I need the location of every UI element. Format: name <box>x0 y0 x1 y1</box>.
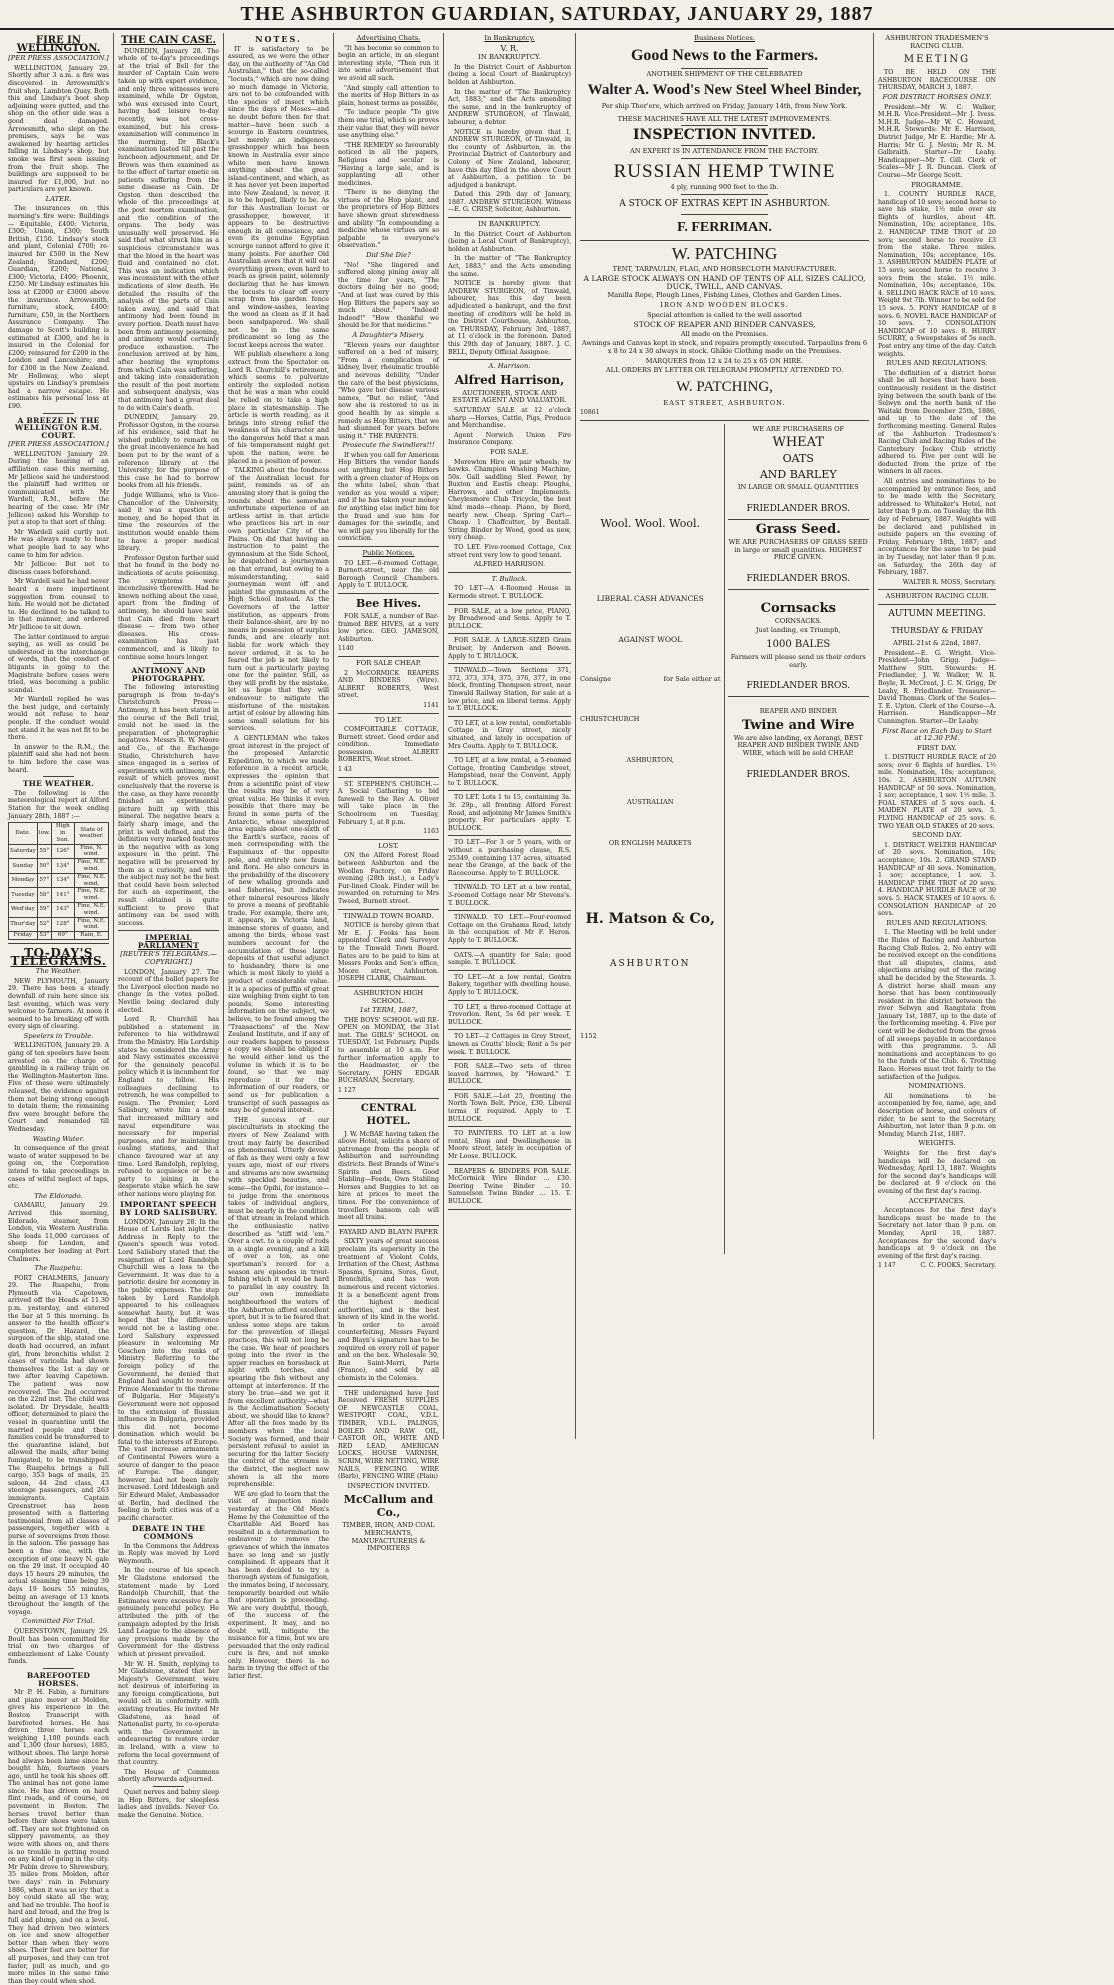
ad-text: "And simply call attention to the merits of Hop Bitters in as plain, honest terms as possible, <box>338 84 439 107</box>
cell: 143° <box>51 902 74 917</box>
article-text: LONDON, January 28. In the House of Lords last night the Address in Reply to the Queen's speech was voted. Lord Salisbury stated that the resignation of Lord Randolph Churchill was a loss to the Government. It was due to a patriotic desire for economy in the public expenses. The step taken by Lord Randolph appeared to his colleagues somewhat hasty, but it was hoped that the difference would not be a lasting one. Lord Salisbury expressed pleasure in welcoming Mr Goschen into the ranks of Ministry. Referring to the foreign policy of the Government, he denied that England had sought to restore Prince Alexander to the throne of Bulgaria. Her Majesty's Government were not opposed to the extension of Russian influence in Bulgaria, provided this did not become domination which would be fatal to the interests of Europe. The vast increase armaments of Continental Powers were a source of danger to the peace of Europe. The danger, however, had not been lately increased. Lord Iddesleigh and Sir Edward Malet, Ambassador at Berlin, had declined the feeling in both cities was of a pacific character. <box>118 1218 219 1522</box>
ad-text: 1. DISTRICT HURDLE RACE of 20 sovs; over 6 flights of hurdles. 1½ mile. Nomination, 10s; acceptance, 10s. 2. ASHBURTON AUTUMN HANDICAP of 50 sovs. Nomination, 1 sov; acceptance, 1 sov. 1½ mile. 3. FOAL STAKES of 5 sovs each. 4. MAIDEN PLATE of 20 sovs. 5. FLYING HANDICAP of 25 sovs. 6. TWO YEAR OLD STAKES of 20 sovs. <box>878 754 996 830</box>
cell: 50° <box>37 859 51 874</box>
weather-col-header: High in Sun. <box>51 823 74 844</box>
ad-heading: FRIEDLANDER BROS. <box>746 504 851 515</box>
ad-heading: FRIEDLANDER BROS. <box>746 573 851 584</box>
ad-sign: WALTER R. MOSS, Secretary. <box>902 578 996 586</box>
article-sub: [PER PRESS ASSOCIATION.] <box>8 54 109 63</box>
article-text: The following interesting paragraph is from to-day's Christchurch Press:— Antimony, it has been stated in the course of the Bell trial, could not be used in the preparation of photographic negatives. Messrs R. W. Moore and Co., of the Exchange Studio, Christchurch have since engaged in a series of experiments with antimony, the result of which proves most conclusively that the reverse is the case, as they have recently finished an experimental picture built up with this mineral. The negative bears a fairly sharp image, and the print is well defined, and the definition very marked features in the negative with as long exposure in the print. The negative will be preserved by them as a curiosity, and with the subject may not be the best that could have been selected for such an experiment, the result obtained is quite sufficient to prove that antimony can be used with success. <box>118 684 219 927</box>
friedlander-block <box>580 424 869 1254</box>
ad-text: Morewton Hire on pair wheels; tw hawks. Champion Washing Machine, 50s. Gall saddling Sled Fewer, by Buxton and Eastis cheap. Ploughs, Harrows, and other Implements. Cheylesmore Club Tricycle, the best kind made—cheap. Piano, by Bord, nearly new. Cheap. Spring Cart—Cheap. 1 Chaffcutter, by Bentall. String Binder by Wood, good as new, very cheap. <box>448 458 571 542</box>
ad-heading: W. PATCHING <box>671 243 778 263</box>
classified-ad: TO LET, at a low rental, a 5-roomed Cottage, fronting Cambridge street, Hampstead, near the Convent. Apply to T. BULLOCK. <box>448 757 571 787</box>
article-text: Mr Wardell replied he was the best judge, and certainly would not refuse to hear people. If the conduct would not stand it he was not fit to be there. <box>8 696 109 742</box>
classified-ad: TO LET—For 3 or 5 years, with or without a purchasing clause, R.S. 25349, containing 137 acres, situated near the Grange, at the back of the Racecourse. Apply to T. BULLOCK. <box>448 839 571 877</box>
ad-text: The definition of a district horse shall be all horses that have been continuously resident in the district lying between the south bank of the Selwyn and the north bank of the Waitaki from December 25th, 1886, and up to the date of the forthcoming meeting. General Rules of the Ashburton Tradesmen's Racing Club and Racing Rules of the Canterbury Jockey Club strictly adhered to. Five per cent will be deducted from the prize of the winners in all races. <box>878 369 996 476</box>
classified-ad: TINWALD.—Town Sections 371, 372, 373, 374, 375, 376, 377, in one block, fronting Thompson street, near Tinwald Railway Station, for sale at a low price, and on liberal terms. Apply to T. BULLOCK. <box>448 667 571 713</box>
cell: Rain, E. <box>74 932 108 940</box>
classified-ad: TO LET, a three-roomed Cottage at Trevorlon. Rent, 5s 6d per week. T. BULLOCK. <box>448 1003 571 1026</box>
ad-text: TO LET.—6-roomed Cottage, Burnett-street, near the old Borough Council Chambers. Apply to T. BULLOCK. <box>338 559 439 590</box>
cell: 59° <box>37 902 51 917</box>
ad-heading: FOR SALE. <box>490 447 529 456</box>
article-text: Mr P. H. Fabin, a furniture and piano mover at Molden, gives his experience in the Boston Transcript with barefooted horses. He has driven three horses each weighing 1,100 pounds each and 1,300 (four horses), 1885, without shoes. The large horse had always been lame since he bought him, fourteen years ago, until he took his shoes off. The animal has not gone lame since. He has driven on hard flint roads, and of course, on pavement in Boston. The horses travel better than before their shoes were taken off. They are not frightened on slippery pavements, as they were with shoes on, and there is no trouble in getting round on any kind of going in the city. Mr Fabin drove to Shrewsbury, 35 miles from Molden, after two days' rain in February 1886, when it was so icy that a boy could skate all the way, and had no trouble. The hoof is hard and broad, and the frog is full and plump, and on a level. They had driven two winters on ice and snow altogether better than when they wore shoes. Their feet are better for all purposes, and they can trot faster, pull as much, and go more miles in the same time than they could when shod. <box>8 1689 109 1985</box>
weather-col-header: low. <box>37 823 51 844</box>
ad-sub: LIBERAL CASH ADVANCES <box>596 593 704 603</box>
column-7 <box>874 33 1000 1439</box>
article-text: Mr Wardell said he had never heard a more impertinent suggestion from counsel to him. He would not be dictated to. He declined to be talked to in that manner, and ordered Mr Jellicoe to sit down. <box>8 578 109 631</box>
bullock-ad-list <box>448 585 571 1209</box>
ad-text: All entries and nominations to be accompanied by entrance fees, and to be made with the Secretary, addressed to Whitaker's Hotel, not later than 9 p.m. on Tuesday, the 8th day of February, 1887. Weights will be declared and published in outside papers on the evening of Friday, February 18th, 1887; and acceptances for the same to be paid in by Tuesday, not later than 9 p.m. on Saturday, the 26th day of February, 1887. <box>878 478 996 577</box>
ad-number: 1 43 <box>338 766 352 774</box>
article-heading: IMPORTANT SPEECH BY LORD SALISBURY. <box>119 1200 218 1218</box>
article-sub: [PER PRESS ASSOCIATION.] <box>8 440 109 449</box>
ad-sub: AUSTRALIAN <box>627 797 674 806</box>
article-text: The House of Commons shortly afterwards adjourned. <box>118 1768 219 1784</box>
ad-text: In the matter of "The Bankruptcy Act, 1883," and the Acts amending the same, and in the bankruptcy of ANDREW STURGEON, of Tinwald, labourer, a debtor. <box>448 88 571 126</box>
ad-sub: ANOTHER SHIPMENT OF THE CELEBRATED <box>646 69 803 78</box>
ad-text: 2 McCORMICK REAPERS AND BINDERS (Wire). ALBERT ROBERTS, West street. <box>338 669 439 700</box>
classified-ad: REAPERS & BINDERS FOR SALE. McCormick Wire Binder ... £30. Deering Twine Binder ... 10. Samuelson Twine Binder ... 15. T. BULLOCK. <box>448 1167 571 1205</box>
ad-heading: FRIEDLANDER BROS. <box>746 769 851 780</box>
ad-heading: Cornsacks <box>760 600 836 616</box>
ad-text: "No! "She lingered and suffered along pining away all the time for years, "The doctors doing her no good; "And at last was cured by this Hop Bitters the papers say so much about." "Indeed! Indeed!" "How thankful we should be for that medicine." <box>338 261 439 330</box>
classified-ad: TINWALD. TO LET.—Four-roomed Cottage on the Grahams Road, lately in the occupation of Mr F. Heron. Apply to T. BULLOCK. <box>448 914 571 944</box>
cell: 134° <box>51 859 74 874</box>
cell: 55° <box>37 844 51 859</box>
ad-sub: ASHBURTON <box>609 959 691 970</box>
article-text: In the Commons the Address in Reply was moved by Lord Weymouth. <box>118 1542 219 1565</box>
friedlander-left <box>580 424 725 1254</box>
classified-ad: OATS.—A quantity for Sale; good sample. T. BULLOCK. <box>448 951 571 967</box>
ad-heading: LOST. <box>378 841 399 850</box>
article-heading: NOTES. <box>255 34 302 44</box>
ad-text: THE undersigned have Just Received FRESH SUPPLIES OF NEWCASTLE COAL, WESTPORT COAL, V.D.L. TIMBER, V.D.L. PALINGS, BOILED AND RAW OIL, CASTOR OIL, WHITE AND RED LEAD, AMERICAN LOCKS, HOUSE VARNISH, SCRIM, WIRE NETTING, WIRE NAILS, FENCING WIRE (Barb), FENCING WIRE (Plain) <box>338 1389 439 1481</box>
ad-label: T. Bullock. <box>491 574 528 583</box>
cell: Fine, N.E. wind. <box>74 888 108 903</box>
ad-text: ST. STEPHEN'S CHURCH.—A Social Gathering to bid farewell to the Rev A. Oliver will take place in the Schoolroom on Tuesday, February 1, at 8 p.m. <box>338 780 439 826</box>
ad-sub: CORNSACKS. <box>774 616 822 625</box>
ad-sub: TENT, TARPAULIN, FLAG, AND HORSECLOTH MANUFACTURER. <box>612 264 837 273</box>
ad-heading: IN BANKRUPTCY. <box>478 220 541 229</box>
ad-sub: IRON AND WOODEN BLOCKS. <box>660 300 789 309</box>
article-text: Mr W. H. Smith, replying to Mr Gladstone, stated that her Majesty's Government were not desirous of interfering in any foreign complications, but would act in conformity with existing treaties. He invited Mr Gladstone, as head of Nationalist party, to co-operate with the Government in endeavouring to restore order in Ireland, with a view to reform the local government of that country. <box>118 1660 219 1767</box>
ad-text: 1. COUNTY HURDLE RACE, handicap of 10 sovs; second horse to save his stake, 1½ mile over six flights of hurdles, about 4ft. Nomination, 10s; acceptance, 10s. 2. HANDICAP TIME TROT of 20 sovs; second horse to receive £3 from the stake. Three miles. Nomination, 10s; acceptance, 10s. 3. ASHBURTON MAIDEN PLATE of 15 sovs; second horse to receive 3 sovs from the stake. 1½ mile. Nomination, 10s; acceptance, 10s. 4. SELLING HACK RACE of 10 sovs. Weight 9st 7lb. Winner to be sold for 15 sovs. 5. PONY HANDICAP of 8 sovs. 6. NOVEL RACE HANDICAP of 10 sovs. 7. CONSOLATION HANDICAP of 10 sovs. 8. HURRY SCURRY, a Sweepstakes of 5s each. Post entry any time of the day. Catch weights. <box>878 191 996 358</box>
ad-heading: A STOCK OF EXTRAS KEPT IN ASHBURTON. <box>619 198 830 209</box>
ad-heading: H. Matson & Co, <box>585 911 715 928</box>
ad-heading: THURSDAY & FRIDAY <box>891 625 983 635</box>
ad-number: 1140 <box>338 645 354 653</box>
ad-text: NOTICE is hereby given that ANDREW STURGEON, of Tinwald, labourer, has this day been adjudicated a bankrupt, and the first meeting of creditors will be held in the District Courthouse, Ashburton, on THURSDAY, February 3rd, 1887, at 11 o'clock in the forenoon. Dated this 29th day of January, 1887. J. C. BELL, Deputy Official Assignee. <box>448 280 571 356</box>
cell: 52° <box>37 917 51 932</box>
cell: 58° <box>37 888 51 903</box>
ad-sub: First Race on Each Day to Start at 12.30 P.M. <box>882 726 992 743</box>
ad-text: In the District Court of Ashburton (being a local Court of Bankruptcy) holden at Ashburton. <box>448 63 571 86</box>
article-heading: THE WEATHER. <box>22 779 95 789</box>
cell: Fine, N.E. wind. <box>74 917 108 932</box>
ad-text: SIXTY years of great success proclaim its superiority in the treatment of Violent Colds, Irritation of the Chest, Asthma Spasms, Sprains, Sores, Gout, Bronchitis, and has won numerous and recent victories. It is a beneficent agent from the highest medical authorities, and is the best known of its kind in the world. In order to avoid counterfeiting, Messrs Fayard and Blayn's signature has to be required on every roll of paper and on the box. Wholesale 30, Rue Saint-Merri, Paris (France), and sold by all chemists in the Colonies. <box>338 1238 439 1383</box>
ad-sub: REAPER AND BINDER <box>759 707 837 716</box>
ad-sub: CHRISTCHURCH <box>580 714 640 723</box>
ad-sub: 1st TERM, 1887, <box>359 1006 418 1015</box>
ad-sub: FIRST DAY. <box>917 743 957 752</box>
section-heading: Business Notices. <box>694 34 755 42</box>
ad-text: 1. The Meeting will be held under the Rules of Racing and Ashburton Racing Club Rules. 2. No entry will be received except on the conditions that all disputes, claims, and objections arising out of the racing shall be decided by the Stewards. 3. A district horse shall mean any horse that has been continuously resident in the district between the river Selwyn and Rangitata from January 1st, 1887, up to the date of the forthcoming meeting. 4. Five per cent will be deducted from the gross of all sweeps payable in accordance with this programme. 5. All nominations and acceptances to go to the funds of the Club. 6. Trotting Race. Horses must trot fairly to the satisfaction of the Judges. <box>878 929 996 1081</box>
ad-heading: Good News to the Farmers. <box>630 46 819 64</box>
consign-line <box>580 676 721 684</box>
ad-number: 1163 <box>423 828 439 836</box>
ad-sub: We are also landing, ex Aorangi, BEST REAPER AND BINDER TWINE AND WIRE, which will be sold CHEAP. <box>733 733 863 757</box>
ad-text: FOR SALE, a number of Bar-framed BEE HIVES, at a very low price. GEO. JAMESON, Ashburton. <box>338 612 439 643</box>
section-heading: Public Notices. <box>362 549 415 557</box>
article-text: WELLINGTON, January 29. Shortly after 3 a.m. a fire was discovered in Arrowsmith's fruit shop, Lambton Quay. Both this and Lindsay's boot shop adjoining were gutted, and the shop on the other side was a good deal damaged. Arrowsmith, who slept on the premises, says he was awakened by hearing articles falling in Lindsay's shop, but smoke was first seen issuing from the fruit shop. The buildings are supposed to be insured for £1,800, but no particulars are yet known. <box>8 64 109 194</box>
ad-heading: FOR SALE CHEAP. <box>355 658 422 667</box>
ad-sub: WEIGHTS. <box>918 1139 956 1148</box>
cell: Fine, N.E. wind. <box>74 873 108 888</box>
ad-sub: Just landing, ex Triumph, <box>755 626 841 635</box>
article-text: WELLINGTON, January 29. A gang of ten speelers have been arrested on the charge of gambling in a railway train on the Wellington-Masterton line. Five of these were ultimately released, the evidence against them not being strong enough to detain them; the remaining five were brought before the Court and remanded till Wednesday. <box>8 1042 109 1133</box>
ad-sub: AGAINST WOOL <box>618 635 683 645</box>
ad-text: If when you call for American Hop Bitters the vendor hands out anything but Hop Bitters with a green cluster of Hops on the white label, shun that vendor as you would a viper; and if he has taken your money for anything else indict him for the fraud and sue him for damages for the swindle, and we will pay you liberally for the conviction. <box>338 451 439 543</box>
ad-sub: STOCK OF REAPER AND BINDER CANVASES, <box>633 320 816 330</box>
article-text: WELLINGTON January 29. During the hearing of an affiliation case this morning, Mr Jellicoe said he understood the plaintiff had written or communicated with Mr Wardell, R.M., before the hearing of the case. Mr (Mr Jellicoe) asked his Worship to put a stop to that sort of thing. <box>8 450 109 527</box>
ad-number: 10861 <box>580 409 600 417</box>
article-text: A GENTLEMAN who takes great interest in the project of the proposed Antarctic Expedition, to which we made reference in a recent article, expresses the opinion that from a scientific point of view the results may be of very great value. He thinks it even possible that there may be found in some parts of the Antarctic, whose unexplored area equals about one-sixth of the Earth's surface, races of men corresponding with the Esquimaux of the opposite pole, and entirely new fauna and flora. He also concurs in the probability of the discovery of new whaling grounds and seal fisheries, but indicates other mineral resources likely to prove a means of profitable trade. For example, there are, it appears, in Victoria land, immense stores of guano, and among the birds, whose vast numbers account for the accumulation of these large deposits of that useful adjunct to husbandry, there is one which is most likely to yield a product of considerable value. It is a species of puffin of great size weighing from eight to ten pounds. Some interesting information on the subject, we believe, to be found among the "Transactions" of the New Zealand Institute, and if any of our readers happen to possess a copy we should be obliged if he would either lend us the volume in which it is to be found, so that we may reproduce it for the information of our readers, or send us for publication a transcript of such passages as may be of general interest. <box>228 735 329 1115</box>
ad-text: President—Mr W. C. Walker, M.H.R. Vice-President—Mr J. Ivess. M.H.R. Judge—Mr W. C. Howard, M.H.R. Stewards: Mr E. Harrison, District Judge, Mr E. Hardie; Mr A. Harris; Mr G. J. Nevin; Mr R. M. Galbraith. Starter—Dr Leahy. Handicapper—Mr T. Gill. Clerk of Scales—Mr J. R. Duncan. Clerk of Course—Mr George Scott. <box>878 103 996 179</box>
newspaper-page <box>4 33 1110 1985</box>
ad-sub: ALL ORDERS BY LETTER OR TELEGRAM PROMPTLY ATTENDED TO. <box>605 366 844 375</box>
royal-arms-icon: V. R. <box>500 43 519 53</box>
ad-heading: MEETING <box>903 54 971 66</box>
ad-heading: ASHBURTON HIGH SCHOOL. <box>353 988 424 1005</box>
ad-text: "Eleven years our daughter suffered on a bed of misery, "From a complication of kidney, liver, rheumatic trouble and nervous debility, "Under the care of the best physicians, "Who gave her disease various names, "But no relief, "And now she is restored to us in good health by as simple a remedy as Hop Bitters, that we had shunned for years before using it." THE PARENTS. <box>338 341 439 440</box>
article-text: In consequence of the great waste of water supposed to be going on, the Corporation intend to take proceedings in cases of wilful neglect of taps, etc. <box>8 1145 109 1191</box>
ad-heading: INSPECTION INVITED. <box>633 127 816 144</box>
ad-sub: IN LARGE OR SMALL QUANTITIES <box>737 483 859 492</box>
ad-text: THE BOYS' SCHOOL will RE-OPEN on MONDAY, the 31st inst. The GIRLS' SCHOOL on TUESDAY, 1st February. Pupils to assemble at 10 a.m. For further information apply to the Headmaster, or the Secretary. JOHN EDGAR BUCHANAN, Secretary. <box>338 1016 439 1085</box>
ad-text: In the matter of "The Bankruptcy Act, 1883," and the Acts amending the same. <box>448 255 571 278</box>
article-text: PORT CHALMERS, January 29. The Ruapehu, from Plymouth via Capetown, arrived off the Heads at 11.30 p.m. yesterday, and entered the bar at 5 this morning. In answer to the health officer's question, Dr Hazard, the surgeon of the ship, stated one death had occurred, an infant girl, from bronchitis whilst 2 cases of varicella had shown themselves the 1st a day or two after leaving Capetown. The patient was now recovered. The 2nd occurred on the 22nd inst. The child was isolated. Dr Drysdale, health officer, determined to place the vessel in quarantine until the married people and their families could be transferred to the quarantine island, but allowed the mails, after being fumigated, to be transhipped. The Ruapehu brings a full cargo, 353 bags of mails, 25 saloon, 44 2nd class, 43 steerage passengers, and 263 immigrants. Captain Greenstreet has been presented with a flattering testimonial from all classes of passengers, together with a purse of sovereigns from those in the saloon. The passage has been a fine one, with the exception of one heavy N. gale on the 29 inst. It occupied 40 days 15 hours 29 minutes, the actual steaming time being 39 days 19 hours 55 minutes, being an average of 13 knots throughout the length of the voyage. <box>8 1274 109 1616</box>
article-text: The latter continued to argue saying, as well as could be understood in the interchange of words, that the conduct of litigants in going to the Magistrate before cases were tried, was becoming a public scandal. <box>8 633 109 694</box>
ad-sub: INSPECTION INVITED. <box>347 1481 430 1490</box>
ad-heading: AUTUMN MEETING. <box>888 608 986 619</box>
cell: Fine, N.E. wind. <box>74 902 108 917</box>
column-3 <box>224 33 334 1681</box>
cell: 134° <box>51 873 74 888</box>
ad-text: Weights for the first day's handicaps will be declared on Wednesday, April 13, 1887. Weights for the second day's handicaps will be declared at 9 o'clock on the evening of the first day's racing. <box>878 1149 996 1195</box>
ad-sign: ALFRED HARRISON. <box>473 560 546 569</box>
ad-text: President—E. G. Wright. Vice-President—John Grigg. Judge—Matthew Stitt. Stewards: H. Friedlander, J. W. Walker, W. R. Boyle, R. McCreat, J. C. N. Grigg, Dr Leahy, R. Friedlander. Treasurer—David Thomas. Clerk of the Scales—T. E. Upton. Clerk of the Course—A. Harrison. Handicapper—Mr Cunnington. Starter—Dr Leahy. <box>878 649 996 725</box>
column-5 <box>444 33 576 1439</box>
weather-table <box>8 822 109 940</box>
classified-ad: TO LET—2 Cottages in Grey Street, known as Coutts' block; Rent a 5s per week. T. BULLOCK. <box>448 1033 571 1056</box>
ad-heading: FRIEDLANDER BROS. <box>746 681 851 692</box>
article-sub: The Weather. <box>35 967 82 976</box>
ad-sub: MARQUEES from 12 x 24 to 25 x 65 ON HIRE. <box>645 356 804 365</box>
ad-heading: Alfred Harrison, <box>454 372 565 387</box>
sign-line <box>878 1262 996 1270</box>
ad-sub: NOMINATIONS. <box>908 1082 966 1091</box>
ad-sub: WE ARE PURCHASERS OF GRASS SEED in large or small quantities. HIGHEST PRICE GIVEN. <box>728 538 868 562</box>
ad-heading: IN BANKRUPTCY. <box>478 53 541 62</box>
ad-heading: Wool. Wool. Wool. <box>600 516 700 530</box>
article-heading: DEBATE IN THE COMMONS <box>131 1524 206 1541</box>
ad-heading: RUSSIAN HEMP TWINE <box>613 160 836 182</box>
article-text: The following is the meteorological report at Alford Station for the week ending January 28th, 1887 :— <box>8 789 109 820</box>
ad-text: NOTICE is hereby given that I, ANDREW STURGEON, of Tinwald, in the county of Ashburton, in the Provincial District of Canterbury and Colony of New Zealand, labourer, have this day filed in the above Court at Ashburton, a petition to be adjudged a bankrupt. <box>448 128 571 189</box>
article-sub: LATER. <box>45 194 72 203</box>
friedlander-right <box>725 424 870 1254</box>
ad-text: "It has become so common to begin an article, in an elegant interesting style, "Then run it into some advertisement that we avoid all such. <box>338 44 439 82</box>
ad-text: "To induce people "To give them one trial, which so proves their value that they will never use anything else." <box>338 109 439 140</box>
ad-sub: Farmers will please send us their orders early. <box>730 653 866 669</box>
ad-sub: ACCEPTANCES. <box>908 1196 966 1205</box>
ad-heading: FAYARD AND BLAYN PAPER <box>338 1227 439 1236</box>
ad-text: for Sale either at <box>663 675 721 684</box>
ad-sub: APRIL 21st & 22nd, 1887. <box>893 638 981 647</box>
ad-sub: PROGRAMME. <box>911 180 963 189</box>
ad-heading: Bee Hives. <box>355 596 422 610</box>
article-text: OAMARU, January 29. Arrived this morning, Eldorado, steamer, from London, via Western Australia. She loads 11,000 carcases of sheep for London, and completes her loading at Port Chalmers. <box>8 1202 109 1263</box>
ad-heading: WHEAT <box>772 435 825 451</box>
article-text: NEW PLYMOUTH, January 29. There has been a steady downfall of rain here since six last evening, which was very welcome to farmers. At noon it seemed to be breaking off with every sign of clearing. <box>8 977 109 1031</box>
ad-text: COMFORTABLE COTTAGE, Burnett street. Good order and condition. Immediate possession. ALBERT ROBERTS, West street. <box>338 726 439 764</box>
ad-heading: OATS <box>782 452 814 466</box>
ad-sub: RULES AND REGULATIONS. <box>886 918 988 927</box>
column-2 <box>114 33 224 1819</box>
ad-heading: Twine and Wire <box>741 717 855 733</box>
cell: Fine, N.E. wind. <box>74 859 108 874</box>
ad-heading: ASHBURTON TRADESMEN'S RACING CLUB. <box>885 34 989 50</box>
ad-number: 1 147 <box>878 1262 896 1270</box>
classified-ad: TO LET—A 4-Roomed House in Kermode street. T. BULLOCK. <box>448 585 571 600</box>
cell: 141° <box>51 888 74 903</box>
classified-ad: TO LET.—At a low rental, Gentra Bakery, together with dwelling house. Apply to T. BULLOCK. <box>448 973 571 996</box>
ad-sub: A LARGE STOCK ALWAYS ON HAND OF TENTS OF ALL SIZES CALICO, DUCK, TWILL, AND CANVAS. <box>583 274 866 291</box>
ad-label: A. Harrison. <box>488 362 531 371</box>
article-sub: The Ruapehu. <box>34 1264 83 1273</box>
ad-text: In the District Court of Ashburton (being a Local Court of Bankruptcy), holden at Ashburton. <box>448 230 571 253</box>
ad-sub: TIMBER, IRON, AND COAL MERCHANTS, MANUFACTURERS & IMPORTERS <box>342 1521 435 1553</box>
cell: Wed'day <box>9 902 38 917</box>
ad-text: Consigne <box>580 675 612 684</box>
ad-sub: Awnings and Canvas kept in stock, and repairs promptly executed. Tarpaulins from 6 x 8 to 24 x 30 always in stock. Ghikie Clothing made on the Premises. <box>581 339 868 355</box>
ad-heading: McCallum and Co., <box>343 1493 434 1520</box>
article-text: The insurances on this morning's fire were: Buildings — Equitable, £400; Victoria, £300; Union, £300; South British, £150. Lindsay's stock and plant, Colonial £700; re-insured for £500 in the New Zealand; Standard, £200; Guardian, £200; National, £300; Victoria, £400; Phoenix, £250. Mr Lindsay estimates his loss at £2000 or £3000 above the insurance. Arrowsmith, furniture, stock, £400; furniture, £50, in the Northern Assurance Company. The damage to Scott's building is estimated at £300, and he is insured in the Colonial for £200; reinsured for £200 in the London and Lancashire; and for £300 in the New Zealand. Mr Holloway, who slept upstairs on Lindsay's premises had a narrow escape. He estimates his personal loss at £90. <box>8 205 109 410</box>
ad-text: "THE REMEDY so favourably noticed in all the papers, Religious and secular is "Having a large sale, and is supplanting all other medicines. <box>338 141 439 187</box>
cell: 69° <box>51 932 74 940</box>
cell: 126° <box>51 844 74 859</box>
cell: 53° <box>37 932 51 940</box>
ad-sub: THESE MACHINES HAVE ALL THE LATEST IMPROVEMENTS. <box>617 114 832 123</box>
article-text: In answer to the R.M., the plaintiff said she had not been to him before the case was heard. <box>8 743 109 774</box>
cell: Saturday <box>9 844 38 859</box>
classified-ad: FOR SALE, at a low price, PIANO, by Broadwood and Sons. Apply to T. BULLOCK. <box>448 607 571 630</box>
ad-heading: AND BARLEY <box>759 468 837 482</box>
table-row <box>9 844 109 859</box>
ad-sub: EAST STREET, ASHBURTON. <box>663 398 786 407</box>
article-text: IT is satisfactory to be assured, as we were the other day, on the authority of "An Old Australian," that the so-called "locusts," which are now doing so much damage in Victoria, are not to be confounded with the species of insect which since the days of Moses—and no doubt before then for that matter—have been such a scourge in Eastern countries, but merely an indigenous grasshopper which has been known in Australia ever since white men have known anything about the great island-continent, and which, as it has never yet been imported into New Zealand, is never, it is to be hoped, likely to be. As for this Australian locust or grasshopper, however, it appears to be destructive enough in all conscience, and even its genuine Egyptian scourge cannot afford to give it many points. For another Old Australian avers that it will eat everything green, even hard to reach as green paint, solemnly declaring that he has known the locusts to clear off every scrap from his garden fence and window-sashes, leaving the wood as clean as if it had been sandpapered. We shall not be in the same predicament so long as the locust keeps across the water. <box>228 45 329 349</box>
ad-text: Dated this 29th day of January, 1887. ANDREW STURGEON. Witness—E. G. CRISP, Solicitor, Ashburton. <box>448 191 571 214</box>
article-text: TALKING about the fondness of the Australian locust for paint, reminds us of an amusing story that is going the rounds about the somewhat unfortunate experience of an artless artist in that article who practices his art in our own particular City of the Plains. On did that having an instruction to paint the gymnasium at the Side School, he despatched a journeyman on that errand, but owing to a misunderstanding, said journeyman went off and painted the gymnasium of the High School instead. As the Governors of the latter institution, as appears from their balance-sheet, are by no means in possession of surplus funds, and are clearly not liable for work which they never ordered, it is to be feared the job is not likely to turn out a particularly paying one for the painter. Still, as they will profit by the mistake, let us hope that they will endeavour to mitigate the misfortune of the mistaken artist of colour by allowing him some small solatium for his services. <box>228 467 329 733</box>
cell: Monday <box>9 873 38 888</box>
column-1 <box>4 33 114 1985</box>
ad-heading: TO LET. <box>374 715 403 724</box>
article-text: WE are glad to learn that the visit of inspection made yesterday at the Old Men's Home by the Committee of the Charitable Aid Board has resulted in a determination to endeavour to remove the grievance of which the inmates have so long and so justly complained. It appears that it has been decided to try a thorough system of fumigation, the inmates being, if necessary, temporarily boarded out while that operation is proceeding. We are very doubtful, though, of the success of the experiment. It may, and no doubt will, mitigate the nuisance for a time, but we are persuaded that the only radical cure is fire, and not smoke only. However, there is no harm in trying the effect of the latter first. <box>228 1490 329 1681</box>
article-sub: Speelers in Trouble. <box>23 1031 94 1040</box>
cell: Sunday <box>9 859 38 874</box>
article-text: WE publish elsewhere a long extract from the Spectator on Lord R. Churchill's retirement, which seems to pulverize entirely the exploded notion that he was a man who could be relied on to take a high place in statesmanship. The article is worth reading, as it brings into strong relief the weakness of his character and the dangerous hold that a man of his temperament might get upon the nation, were he placed in a position of power. <box>228 351 329 465</box>
ad-sub: WE ARE PURCHASERS OF <box>752 424 845 433</box>
ad-sub: SECOND DAY. <box>912 831 962 840</box>
ad-text: J. W. McBAE having taken the above Hotel, solicits a share of patronage from the people of Ashburton and surrounding districts. Best Brands of Wine's Spirits and Beers. Good Stabling—Feeds, Own Stabling Horses and Buggies to let on hire at prices to meet the times. For the convenience of travellers hansom cab will meet all trains. <box>338 1130 439 1222</box>
article-text: Lord R. Churchill has published a statement in reference to his withdrawal from the Ministry. His Lordship states he considered the Army and Navy estimates excessive for the genuinely peaceful policy which it is incumbent for England to follow. His colleagues declining to retrench, he was compelled to resign. The Premier, Lord Salisbury, wrote him a note that increased military and naval expenditure was necessary for imperial purposes, and for maintaining coaling stations, and that chance favoured war at any time. Lord Randolph, replying, refused to acquiesce or be a party to joining in the desperate stake which he saw other nations were playing for. <box>118 1016 219 1198</box>
cell: Thur'day <box>9 917 38 932</box>
ad-text: TO LET. Five-roomed Cottage, Cox street rent very low to good tenant. <box>448 544 571 559</box>
article-text: THE success of our pisciculturists in stocking the rivers of New Zealand with trout may fairly be described as phenomenal. Utterly devoid of fish as they were only a few years ago, most of our rivers and streams are now swarming with speckled beauties, and some—the Opihi, for instance—to judge from the enormous takes of individual anglers, must be nearly in the condition of that stream in Ireland which the enthusiastic native described as "stiff wid 'em." Over a cwt. to a couple of rods in a single evening, and a kill of over a ton, as one sportsman's record for a season are episodes in trout-fishing which it would be hard to parallel in any country. In our own immediate neighbourhood the waters of the Ashburton afford excellent sport, but it is to be feared that unless some steps are taken for the prevention of illegal practices, this will not long be the case. We hear of poachers going into the river in the upper reaches on horseback at night with torches, and spearing the fish without any attempt at interference. If the story be true—and we got it from excellent authority—what is the Acclimatisation Society about, we should like to know? After all the fees made by its members when the local Society was formed, and their persistent refusal to assist in securing for the latter Society the control of the streams in the district, the neglect now shown is all the more reprehensible. <box>228 1116 329 1489</box>
ad-heading: Grass Seed. <box>755 522 841 538</box>
article-sub: [REUTER'S TELEGRAMS.—COPYRIGHT.] <box>120 950 217 967</box>
weather-col-header: State of weather. <box>74 823 108 844</box>
classified-ad: TINWALD. TO LET at a low rental, 3-roomed Cottage near Mr Stevens's. T. BULLOCK. <box>448 884 571 907</box>
classified-ad: TO PAINTERS. TO LET at a low rental, Shop and Dwellinghouse in Moore street, lately in occupation of Mr Loose. BULLOCK. <box>448 1130 571 1161</box>
article-heading: Did She Die? <box>366 251 411 260</box>
article-heading: Prosecute the Swindlers!!! <box>342 441 435 450</box>
article-text: QUEENSTOWN, January 29. Boult has been committed for trial on two charges of embezzlement of Lake County funds. <box>8 1628 109 1666</box>
ad-sub: All made on the Premises. <box>680 329 769 338</box>
article-heading: Advertising Chats. <box>356 34 421 42</box>
classified-ad: FOR SALE.—Lot 25, fronting the North Town Belt. Price, £30. Liberal terms if required. Apply to T. BULLOCK. <box>448 1092 571 1123</box>
cell: 57° <box>37 873 51 888</box>
article-heading: IMPERIAL PARLIAMENT <box>137 933 200 950</box>
article-text: Mr Jellicoe: But not to discuss cases beforehand. <box>8 561 109 576</box>
ad-number: 1141 <box>423 701 439 709</box>
column-6 <box>576 33 874 1439</box>
section-heading: In Bankruptcy. <box>484 34 535 42</box>
ad-sub: RULES AND REGULATIONS. <box>886 359 988 368</box>
table-row <box>9 917 109 932</box>
ad-sub: Manilla Rope, Plough Lines, Fishing Lines, Clothes and Garden Lines. <box>607 291 842 300</box>
article-sub: Wasting Water. <box>32 1134 85 1143</box>
ad-heading: Walter A. Wood's New Steel Wheel Binder, <box>587 82 862 99</box>
ad-sub: OR ENGLISH MARKETS <box>608 839 692 848</box>
classified-ad: FOR SALE—Two sets of three leaved harrows, by "Howard." T. BULLOCK. <box>448 1063 571 1086</box>
article-text: Quiet nerves and balmy sleep in Hop Bitters, for sleepless ladies and invalids. Never Co. make the Genuine. Notice. <box>118 1789 219 1819</box>
classified-ad: TO LET. Lots 1 to 15, containing 3a. 3r. 29p., all fronting Alford Forest Road, and adjoining Mr James Smith's property. For particulars apply T. BULLOCK. <box>448 794 571 832</box>
masthead <box>0 0 1114 30</box>
ad-text: "There is no denying the virtues of the Hop plant, and the proprietors of Hop Bitters have shown great shrewdness and ability "In compounding a medicine whose virtues are so palpable to everyone's observation." <box>338 189 439 250</box>
ad-sub: AN EXPERT IS IN ATTENDANCE FROM THE FACTORY. <box>630 147 819 156</box>
ad-sub: Per ship Thor'ere, which arrived on Friday, January 14th, from New York. <box>601 102 848 111</box>
column-4 <box>334 33 444 1553</box>
ad-heading: 1000 BALES <box>766 639 831 651</box>
ad-heading: F. FERRIMAN. <box>677 219 772 235</box>
ad-heading: TINWALD TOWN BOARD. <box>343 911 434 920</box>
article-heading: THE CAIN CASE. <box>120 35 217 46</box>
section-heading: TO-DAY'S TELEGRAMS. <box>10 945 107 968</box>
article-heading: A Daughter's Misery. <box>352 330 425 339</box>
classified-ad: FOR SALE. A LARGE-SIZED Grain Bruiser, by Anderson and Bowen. Apply to T. BULLOCK. <box>448 637 571 660</box>
ad-text: Agent Norwich Union Fire Insurance Company. <box>448 431 571 447</box>
classified-ad: TO LET, at a low rental, comfortable Cottage in Gray street, nicely situated, and lately in occupation of Mrs Coutts. Apply to T. BULLOCK. <box>448 719 571 750</box>
article-text: Professor Ogston further said that he found in the body no indications of acute poisoning. The symptoms were inconclusive therewith. Had he known nothing about the case, apart from the finding of antimony, he should have said that Cain died from heart disease — from two other diseases. His cross-examination has just commenced, and is likely to continue some hours longer. <box>118 554 219 661</box>
ad-sub: AUCTIONEER, STOCK AND ESTATE AGENT AND VALUATOR. <box>452 388 567 405</box>
ad-number: 1 127 <box>338 1087 356 1095</box>
ad-sub: 4 ply, running 900 feet to the lb. <box>670 182 779 191</box>
ad-heading: W. PATCHING, <box>676 378 773 395</box>
ad-text: SATURDAY SALE at 12 o'clock sharp —Horses, Cattle, Pigs, Produce and Merchandise. <box>448 406 571 430</box>
article-heading: A BREEZE IN THE WELLINGTON R.M. COURT. <box>14 415 103 440</box>
ad-text: NOTICE is hereby given that Mr E. J. Fooks has been appointed Clerk and Surveyor to the Tinwald Town Board. Rates are to be paid to him at Messrs Fooks and Son's office, Moore street, Ashburton. JOSEPH CLARK, Chairman. <box>338 922 439 983</box>
newspaper-title: THE ASHBURTON GUARDIAN, SATURDAY, JANUARY 29, 1887 <box>240 2 874 25</box>
article-text: Mr Wardell said curtly not. He was always ready to hear what people had to say who came to him for advice. <box>8 528 109 559</box>
cell: 128° <box>51 917 74 932</box>
ad-text: Acceptances for the first day's handicaps must be made to the Secretary not later than 9 p.m. on Monday, April 18, 1887. Acceptances for the second day's handicaps at 9 o'clock on the evening of the first day's racing. <box>878 1207 996 1260</box>
article-heading: FIRE IN WELLINGTON. <box>16 35 101 54</box>
table-row <box>9 873 109 888</box>
ad-text: TO BE HELD ON THE ASHBURTON RACECOURSE ON THURSDAY, MARCH 3, 1887. <box>878 69 996 92</box>
article-sub: The Eldorado. <box>34 1191 83 1200</box>
table-row <box>9 902 109 917</box>
cell: Fine, N. wind. <box>74 844 108 859</box>
ad-sub: Special attention is called to the well assorted <box>647 310 802 319</box>
article-text: LONDON, January 27. The recount of the ballot papers for the Liverpool election made no change in the votes polled. Neville being declared duly elected. <box>118 968 219 1014</box>
cell: Friday <box>9 932 38 940</box>
article-heading: BAREFOOTED HORSES. <box>26 1670 91 1688</box>
ad-text: ON the Alford Forest Road between Ashburton and the Woollen Factory, on Friday evening (28th inst.), a Lady's Fur-lined Cloak. Finder will be rewarded on returning to Mrs Tweed, Burnett street. <box>338 852 439 905</box>
ad-number: 1152 <box>580 1031 597 1040</box>
ad-text: All nominations to be accompanied by fee, name, age, and description of horse, and colours of rider, to be sent to the Secretary, Ashburton, not later than 9 p.m. on Monday, March 21st, 1887. <box>878 1092 996 1138</box>
article-text: DUNEDIN, January 29. Professor Ogston, in the course of his evidence, said that he wished publicly to remark on the great inconvenience he had been put to by the want of a reference library at the University; for the purpose of this case he had to borrow books from all his friends. <box>118 414 219 490</box>
weather-col-header: Date. <box>9 823 38 844</box>
ad-sign: C. C. FOOKS, Secretary. <box>920 1262 996 1270</box>
table-row <box>9 859 109 874</box>
ad-sub: ASHBURTON, <box>626 756 675 765</box>
article-sub: Committed For Trial. <box>22 1617 95 1626</box>
article-text: In the course of his speech Mr Gladstone endorsed the statement made by Lord Randolph Churchill, that the Estimates were excessive for a genuinely peaceful policy. He attributed the pith of the campaign adopted by the Irish Land League to the absence of any provisions made by the Government for the distress which at present prevailed. <box>118 1567 219 1658</box>
table-row <box>9 888 109 903</box>
article-text: Judge Williams, who is Vice-Chancellor of the University, said it was a question of money, and he hoped that in time the resources of the institution would enable them to have a proper medical library. <box>118 492 219 553</box>
table-row <box>9 932 109 940</box>
article-heading: ANTIMONY AND PHOTOGRAPHY. <box>131 666 206 683</box>
ad-heading: ASHBURTON RACING CLUB. <box>885 592 989 601</box>
cell: Tuesday <box>9 888 38 903</box>
ad-heading: CENTRAL HOTEL. <box>360 1102 417 1127</box>
article-text: DUNEDIN, January 28. The whole of to-day's proceedings at the trial of Bell for the murder of Captain Cain were taken up with expert evidence, and only three witnesses were examined, while Dr Ogston, who was excused into Court, having had leisure to-day recently, was not cross-examined, but his cross-examination will commence in the morning. Dr Black's examination lasted till past the luncheon adjournment, and Dr Brown was then examined as to the effect of tartar emetic on patients suffering from the same disease as Cain. Dr Ogston then described the whole of the proceedings at the post mortem examination, and the condition of the organs. The body was unusually well preserved. He said that what struck him as a suspicious circumstance was that the blood in the heart was fluid and contained no clot. This was an indication which was inconsistent with the other indications of slow death. He detailed the results of the analysis of the parts of Cain taken away, and said that antimony had been found in every portion. Death must have been from antimony poisoning, and antimony would certainly produce exhaustion. The conclusion arrived at by him, after hearing the symptoms from which Cain was suffering, and taking into consideration the result of the post mortem and subsequent analysis, was that antimony had a great deal to do with Cain's death. <box>118 47 219 412</box>
ad-sub: FOR DISTRICT HORSES ONLY. <box>882 92 992 101</box>
ad-text: 1. DISTRICT WELTER HANDICAP of 20 sovs. Nomination, 10s; acceptance, 10s. 2. GRAND STAND HANDICAP of 40 sovs. Nomination, 1 sov; acceptance, 1 sov. 3. HANDICAP TIME TROT of 20 sovs. 4. HANDICAP HURDLE RACE of 30 sovs. 5. HACK STAKES of 10 sovs. 6. CONSOLATION HANDICAP of 20 sovs. <box>878 841 996 918</box>
